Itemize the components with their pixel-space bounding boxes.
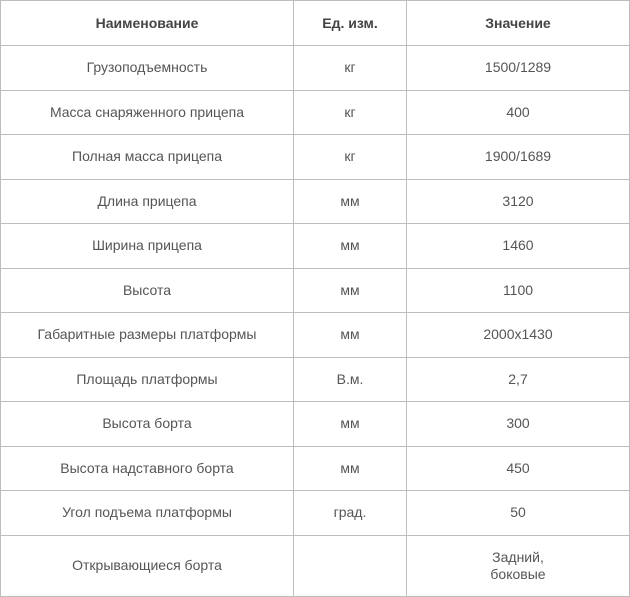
cell-value: 400 bbox=[407, 90, 630, 135]
cell-unit bbox=[294, 535, 407, 596]
cell-name: Габаритные размеры платформы bbox=[1, 313, 294, 358]
table-row bbox=[1, 135, 630, 180]
table-row bbox=[1, 313, 630, 358]
cell-unit: кг bbox=[294, 90, 407, 135]
table-row bbox=[1, 90, 630, 135]
cell-name: Высота bbox=[1, 268, 294, 313]
cell-value: 3120 bbox=[407, 179, 630, 224]
table-row bbox=[1, 535, 630, 596]
cell-value: 2000x1430 bbox=[407, 313, 630, 358]
table-row bbox=[1, 446, 630, 491]
cell-value: 1460 bbox=[407, 224, 630, 269]
table-row bbox=[1, 357, 630, 402]
header-unit: Ед. изм. bbox=[294, 1, 407, 46]
table-row bbox=[1, 491, 630, 536]
cell-unit: мм bbox=[294, 402, 407, 447]
cell-unit: кг bbox=[294, 46, 407, 91]
cell-unit: град. bbox=[294, 491, 407, 536]
cell-value: 1500/1289 bbox=[407, 46, 630, 91]
cell-unit: мм bbox=[294, 313, 407, 358]
cell-name: Угол подъема платформы bbox=[1, 491, 294, 536]
table-header-row bbox=[1, 1, 630, 46]
table-row bbox=[1, 268, 630, 313]
table-row bbox=[1, 179, 630, 224]
cell-value: Задний, боковые bbox=[407, 535, 630, 596]
cell-unit: мм bbox=[294, 268, 407, 313]
cell-name: Высота борта bbox=[1, 402, 294, 447]
cell-value: 50 bbox=[407, 491, 630, 536]
cell-name: Длина прицепа bbox=[1, 179, 294, 224]
cell-name: Полная масса прицепа bbox=[1, 135, 294, 180]
cell-name: Открывающиеся борта bbox=[1, 535, 294, 596]
cell-name: Площадь платформы bbox=[1, 357, 294, 402]
cell-value: 450 bbox=[407, 446, 630, 491]
table-row bbox=[1, 224, 630, 269]
cell-unit: кг bbox=[294, 135, 407, 180]
table-row bbox=[1, 402, 630, 447]
table-row bbox=[1, 46, 630, 91]
cell-value: 1100 bbox=[407, 268, 630, 313]
header-name: Наименование bbox=[1, 1, 294, 46]
cell-unit: мм bbox=[294, 179, 407, 224]
cell-name: Грузоподъемность bbox=[1, 46, 294, 91]
cell-name: Ширина прицепа bbox=[1, 224, 294, 269]
cell-name: Высота надставного борта bbox=[1, 446, 294, 491]
cell-unit: мм bbox=[294, 224, 407, 269]
header-value: Значение bbox=[407, 1, 630, 46]
cell-value: 1900/1689 bbox=[407, 135, 630, 180]
cell-unit: В.м. bbox=[294, 357, 407, 402]
cell-value: 300 bbox=[407, 402, 630, 447]
cell-value: 2,7 bbox=[407, 357, 630, 402]
cell-name: Масса снаряженного прицепа bbox=[1, 90, 294, 135]
cell-unit: мм bbox=[294, 446, 407, 491]
